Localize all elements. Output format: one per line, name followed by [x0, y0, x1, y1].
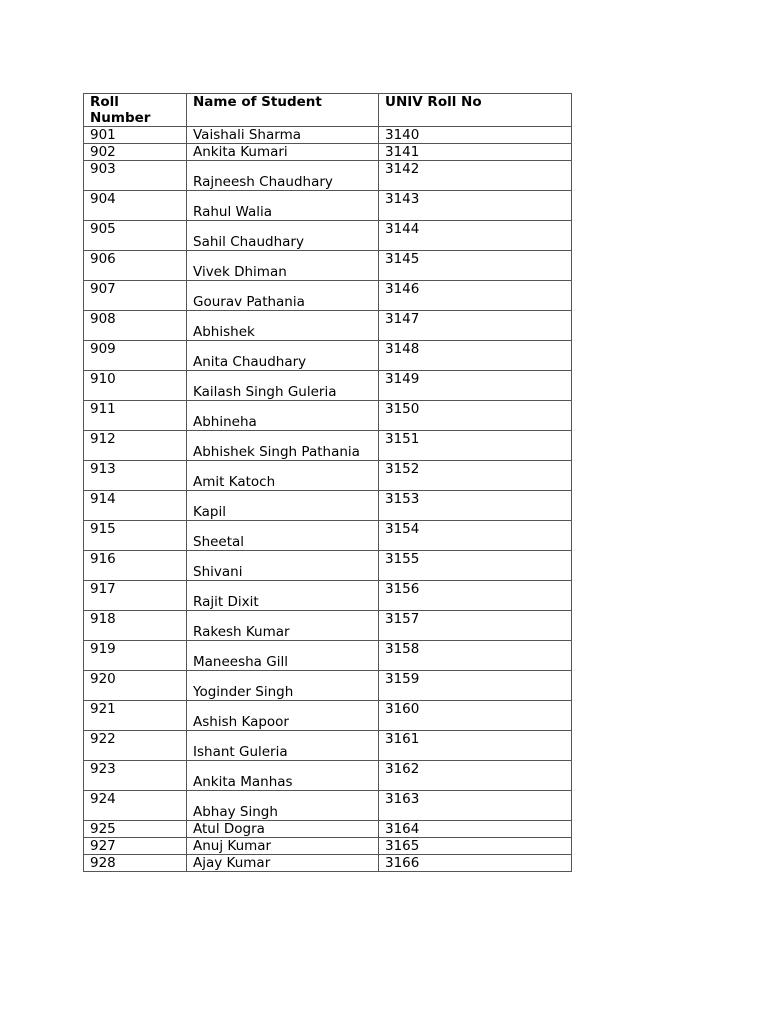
univ-roll-cell: 3145 — [379, 251, 572, 281]
roll-number-cell: 925 — [84, 821, 187, 838]
student-name-cell: Vivek Dhiman — [187, 251, 379, 281]
univ-roll-cell: 3142 — [379, 161, 572, 191]
student-name-cell: Ashish Kapoor — [187, 701, 379, 731]
table-row — [84, 341, 572, 371]
table-row — [84, 281, 572, 311]
roll-number-cell: 928 — [84, 855, 187, 872]
table-row — [84, 761, 572, 791]
table-row — [84, 371, 572, 401]
univ-roll-cell: 3140 — [379, 127, 572, 144]
table-row — [84, 641, 572, 671]
header-student-name: Name of Student — [187, 94, 379, 127]
student-name-cell: Abhay Singh — [187, 791, 379, 821]
univ-roll-cell: 3164 — [379, 821, 572, 838]
roll-number-cell: 902 — [84, 144, 187, 161]
roll-number-cell: 922 — [84, 731, 187, 761]
univ-roll-cell: 3161 — [379, 731, 572, 761]
univ-roll-cell: 3147 — [379, 311, 572, 341]
table-row — [84, 581, 572, 611]
univ-roll-cell: 3156 — [379, 581, 572, 611]
student-name-cell: Amit Katoch — [187, 461, 379, 491]
student-name-cell: Abhineha — [187, 401, 379, 431]
header-roll-number — [84, 94, 187, 127]
student-name-cell: Atul Dogra — [187, 821, 379, 838]
univ-roll-cell: 3163 — [379, 791, 572, 821]
table-row — [84, 855, 572, 872]
student-name-cell: Kapil — [187, 491, 379, 521]
table-row — [84, 521, 572, 551]
table-row — [84, 127, 572, 144]
student-name-cell: Anita Chaudhary — [187, 341, 379, 371]
univ-roll-cell: 3160 — [379, 701, 572, 731]
table-row — [84, 838, 572, 855]
univ-roll-cell: 3155 — [379, 551, 572, 581]
roll-number-cell: 913 — [84, 461, 187, 491]
univ-roll-cell: 3148 — [379, 341, 572, 371]
student-name-cell: Ankita Kumari — [187, 144, 379, 161]
student-name-cell: Ankita Manhas — [187, 761, 379, 791]
univ-roll-cell: 3153 — [379, 491, 572, 521]
student-name-cell: Abhishek — [187, 311, 379, 341]
student-name-cell: Rajit Dixit — [187, 581, 379, 611]
roll-number-cell: 903 — [84, 161, 187, 191]
univ-roll-cell: 3144 — [379, 221, 572, 251]
univ-roll-cell: 3165 — [379, 838, 572, 855]
header-roll-line2: Number — [90, 110, 151, 126]
univ-roll-cell: 3146 — [379, 281, 572, 311]
univ-roll-cell: 3152 — [379, 461, 572, 491]
student-name-cell: Abhishek Singh Pathania — [187, 431, 379, 461]
table-row — [84, 791, 572, 821]
roll-number-cell: 912 — [84, 431, 187, 461]
roll-number-cell: 908 — [84, 311, 187, 341]
roll-number-cell: 915 — [84, 521, 187, 551]
roll-number-cell: 914 — [84, 491, 187, 521]
univ-roll-cell: 3151 — [379, 431, 572, 461]
roll-number-cell: 927 — [84, 838, 187, 855]
table-row — [84, 701, 572, 731]
table-row — [84, 191, 572, 221]
table-row — [84, 821, 572, 838]
table-row — [84, 161, 572, 191]
student-name-cell: Sahil Chaudhary — [187, 221, 379, 251]
table-body — [84, 127, 572, 872]
student-name-cell: Vaishali Sharma — [187, 127, 379, 144]
roll-number-cell: 901 — [84, 127, 187, 144]
student-name-cell: Kailash Singh Guleria — [187, 371, 379, 401]
univ-roll-cell: 3143 — [379, 191, 572, 221]
roll-number-cell: 924 — [84, 791, 187, 821]
table-row — [84, 551, 572, 581]
student-name-cell: Anuj Kumar — [187, 838, 379, 855]
student-name-cell: Yoginder Singh — [187, 671, 379, 701]
roll-number-cell: 906 — [84, 251, 187, 281]
univ-roll-cell: 3162 — [379, 761, 572, 791]
roll-number-cell: 916 — [84, 551, 187, 581]
roll-number-cell: 904 — [84, 191, 187, 221]
table-row — [84, 731, 572, 761]
roll-number-cell: 919 — [84, 641, 187, 671]
table-row — [84, 311, 572, 341]
univ-roll-cell: 3154 — [379, 521, 572, 551]
table-row — [84, 221, 572, 251]
roll-number-cell: 907 — [84, 281, 187, 311]
roll-number-cell: 923 — [84, 761, 187, 791]
student-name-cell: Rahul Walia — [187, 191, 379, 221]
table-header-row — [84, 94, 572, 127]
student-name-cell: Rakesh Kumar — [187, 611, 379, 641]
student-name-cell: Ishant Guleria — [187, 731, 379, 761]
roll-number-cell: 921 — [84, 701, 187, 731]
univ-roll-cell: 3158 — [379, 641, 572, 671]
table-row — [84, 611, 572, 641]
univ-roll-cell: 3166 — [379, 855, 572, 872]
univ-roll-cell: 3150 — [379, 401, 572, 431]
table-row — [84, 491, 572, 521]
table-row — [84, 401, 572, 431]
student-name-cell: Maneesha Gill — [187, 641, 379, 671]
roll-number-cell: 910 — [84, 371, 187, 401]
univ-roll-cell: 3149 — [379, 371, 572, 401]
roll-number-cell: 917 — [84, 581, 187, 611]
student-name-cell: Sheetal — [187, 521, 379, 551]
univ-roll-cell: 3157 — [379, 611, 572, 641]
roll-number-cell: 918 — [84, 611, 187, 641]
table-row — [84, 431, 572, 461]
table-row — [84, 144, 572, 161]
header-roll-line1: Roll — [90, 94, 119, 110]
student-name-cell: Ajay Kumar — [187, 855, 379, 872]
roll-number-cell: 909 — [84, 341, 187, 371]
student-name-cell: Rajneesh Chaudhary — [187, 161, 379, 191]
roll-number-cell: 920 — [84, 671, 187, 701]
student-name-cell: Shivani — [187, 551, 379, 581]
table-row — [84, 671, 572, 701]
univ-roll-cell: 3141 — [379, 144, 572, 161]
roll-number-cell: 911 — [84, 401, 187, 431]
header-univ-roll-no: UNIV Roll No — [379, 94, 572, 127]
roll-number-cell: 905 — [84, 221, 187, 251]
student-name-cell: Gourav Pathania — [187, 281, 379, 311]
student-roll-table — [83, 93, 572, 872]
table-row — [84, 461, 572, 491]
table-row — [84, 251, 572, 281]
univ-roll-cell: 3159 — [379, 671, 572, 701]
